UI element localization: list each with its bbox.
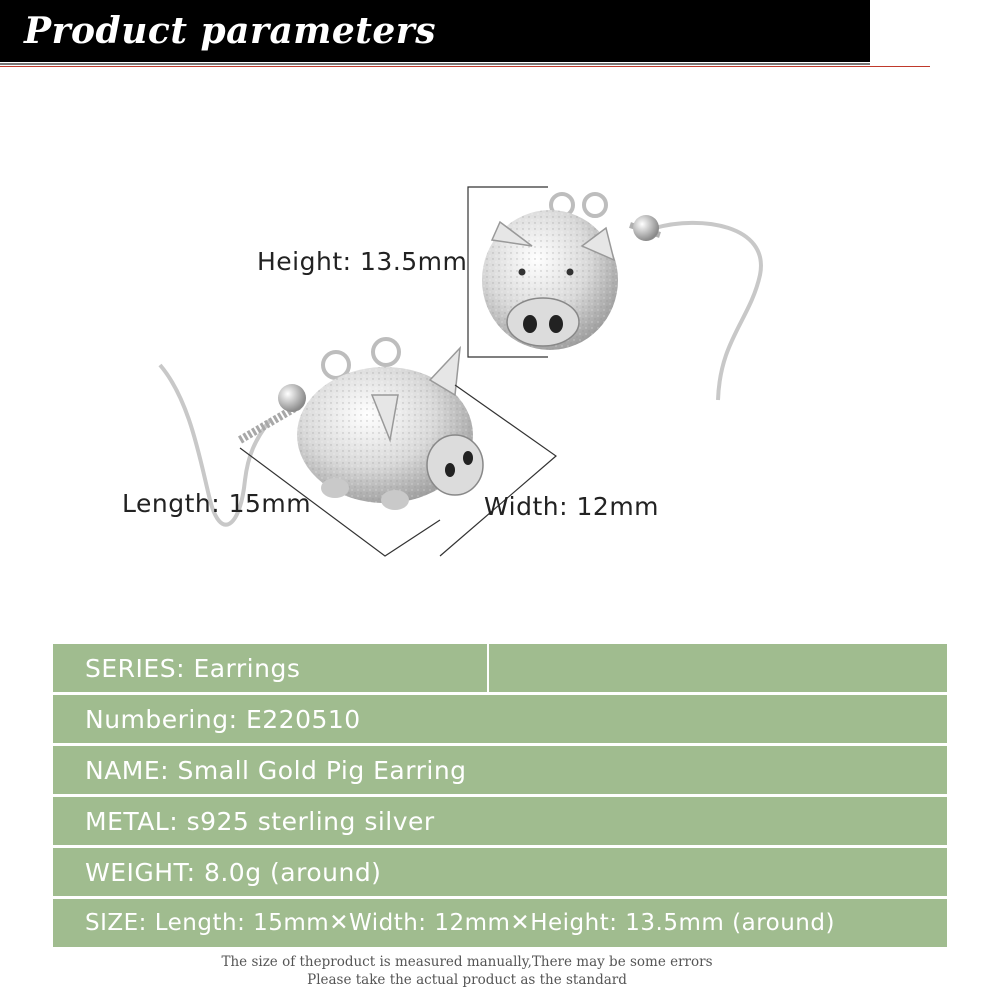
length-label: Length: 15mm <box>122 489 312 518</box>
height-label: Height: 13.5mm <box>257 247 468 276</box>
spec-empty-cell <box>489 644 947 692</box>
spec-name: NAME: Small Gold Pig Earring <box>85 755 467 785</box>
spec-series: SERIES: Earrings <box>53 644 489 692</box>
spec-metal: METAL: s925 sterling silver <box>85 806 435 836</box>
right-earring <box>482 194 761 400</box>
width-label: Width: 12mm <box>484 492 660 521</box>
product-illustration <box>0 70 1000 630</box>
spec-row-size <box>53 899 947 947</box>
footnote-line-2: Please take the actual product as the standard <box>307 972 627 988</box>
spec-row-metal <box>53 797 947 845</box>
page-title: Product parameters <box>24 10 437 52</box>
spec-row-weight <box>53 848 947 896</box>
header-divider <box>0 63 870 65</box>
spec-size: SIZE: Length: 15mm✕Width: 12mm✕Height: 13.5mm (around) <box>85 910 835 936</box>
footnote-line-1: The size of theproduct is measured manually,There may be some errors <box>221 954 713 970</box>
header-accent-line <box>0 66 930 67</box>
spec-row-numbering <box>53 695 947 743</box>
spec-table <box>53 644 947 950</box>
spec-numbering: Numbering: E220510 <box>85 704 361 734</box>
spec-row-name <box>53 746 947 794</box>
spec-weight: WEIGHT: 8.0g (around) <box>85 857 382 887</box>
spec-row-series <box>53 644 947 692</box>
